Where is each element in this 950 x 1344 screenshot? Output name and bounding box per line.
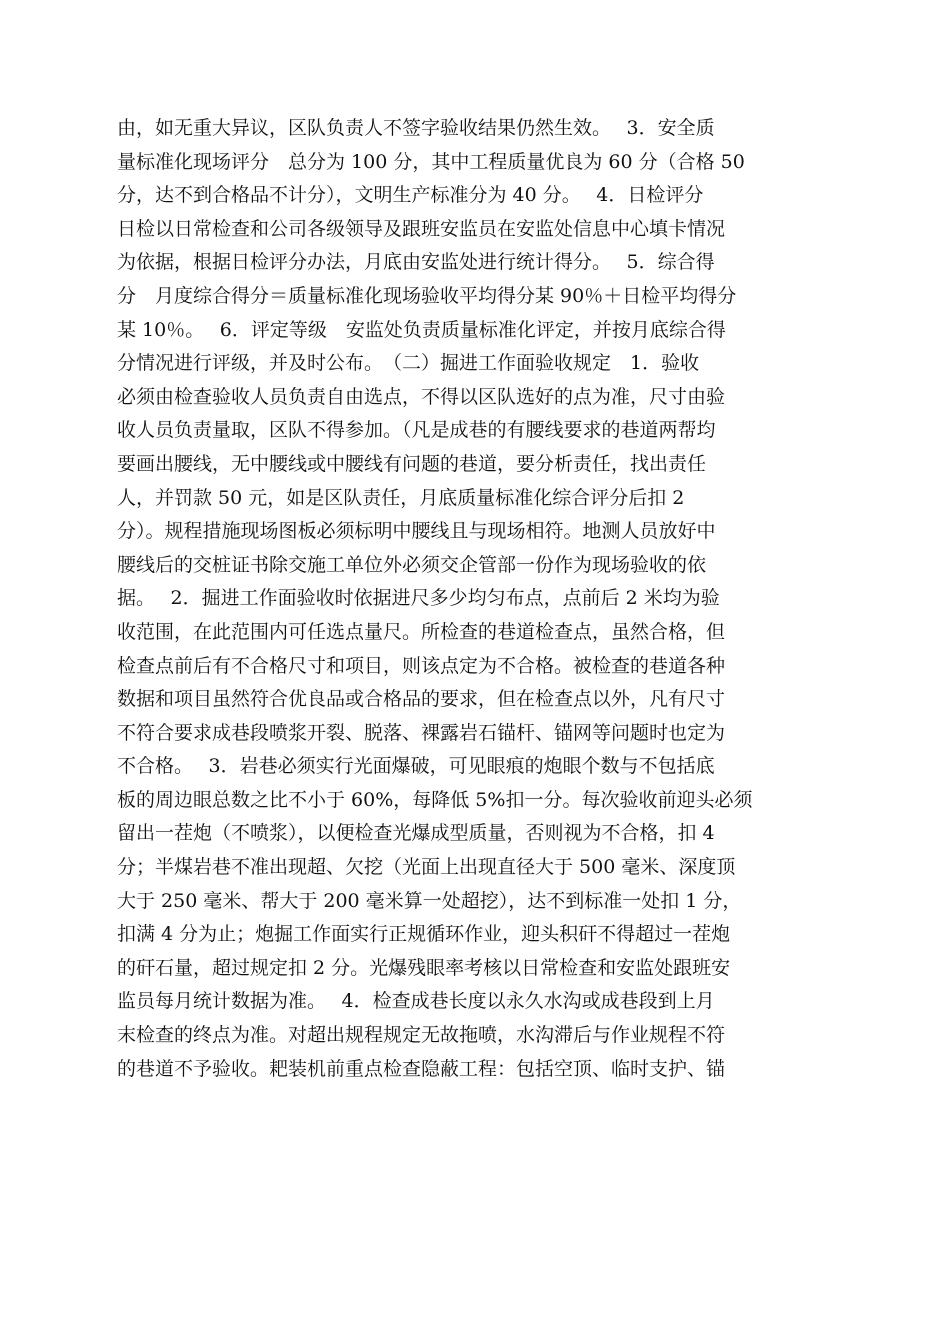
text-line: 末检查的终点为准。对超出规程规定无故拖喷，水沟滞后与作业规程不符 [117,1024,726,1047]
text-line: 要画出腰线，无中腰线或中腰线有问题的巷道，要分析责任，找出责任 [117,452,707,475]
text-line: 由，如无重大异议，区队负责人不签字验收结果仍然生效。 3．安全质 [117,117,715,139]
text-line: 的矸石量，超过规定扣 2 分。光爆残眼率考核以日常检查和安监处跟班安 [117,956,731,979]
text-line: 分）。规程措施现场图板必须标明中腰线且与现场相符。地测人员放好中 [117,520,716,543]
text-line: 必须由检查验收人员负责自由选点，不得以区队选好的点为准，尺寸由验 [117,385,726,408]
text-line: 不合格。 3．岩巷必须实行光面爆破，可见眼痕的炮眼个数与不包括底 [117,755,715,778]
text-line: 人，并罚款 50 元，如是区队责任，月底质量标准化综合评分后扣 2 [117,486,685,509]
body-text [117,112,837,1086]
text-line: 据。 2．掘进工作面验收时依据进尺多少均匀布点，点前后 2 米均为验 [117,587,720,610]
text-line: 腰线后的交桩证书除交施工单位外必须交企管部一份作为现场验收的依 [117,553,707,576]
text-line: 日检以日常检查和公司各级领导及跟班安监员在安监处信息中心填卡情况 [117,217,726,240]
text-line: 量标准化现场评分 总分为 100 分，其中工程质量优良为 60 分（合格 50 [117,150,745,173]
text-line: 为依据，根据日检评分办法，月底由安监处进行统计得分。 5．综合得 [117,251,715,274]
text-line: 分；半煤岩巷不准出现超、欠挖（光面上出现直径大于 500 毫米、深度顶 [117,856,736,879]
text-line: 不符合要求成巷段喷浆开裂、脱落、裸露岩石锚杆、锚网等问题时也定为 [117,721,726,744]
text-line: 留出一茬炮（不喷浆），以便检查光爆成型质量，否则视为不合格，扣 4 [117,822,715,845]
text-line: 分，达不到合格品不计分），文明生产标准分为 40 分。 4．日检评分 [117,184,704,207]
text-line: 的巷道不予验收。耙装机前重点检查隐蔽工程：包括空顶、临时支护、锚 [117,1057,726,1080]
text-line: 扣满 4 分为止；炮掘工作面实行正规循环作业，迎头积矸不得超过一茬炮 [117,923,731,946]
text-line: 分情况进行评级，并及时公布。 （二）掘进工作面验收规定 1．验收 [117,352,700,375]
text-line: 收人员负责量取，区队不得参加。（凡是成巷的有腰线要求的巷道两帮均 [117,419,716,442]
text-line: 收范围，在此范围内可任选点量尺。所检查的巷道检查点，虽然合格，但 [117,620,726,643]
text-line: 某 10％。 6．评定等级 安监处负责质量标准化评定，并按月底综合得 [117,318,726,341]
text-line: 板的周边眼总数之比不小于 60%，每降低 5%扣一分。每次验收前迎头必须 [117,788,753,811]
text-line: 数据和项目虽然符合优良品或合格品的要求，但在检查点以外，凡有尺寸 [117,688,726,711]
text-line: 检查点前后有不合格尺寸和项目，则该点定为不合格。被检查的巷道各种 [117,654,726,677]
text-line: 分 月度综合得分＝质量标准化现场验收平均得分某 90％＋日检平均得分 [117,284,737,307]
text-line: 大于 250 毫米、帮大于 200 毫米算一处超挖），达不到标准一处扣 1 分， [117,889,742,912]
text-line: 监员每月统计数据为准。 4．检查成巷长度以永久水沟或成巷段到上月 [117,990,715,1013]
